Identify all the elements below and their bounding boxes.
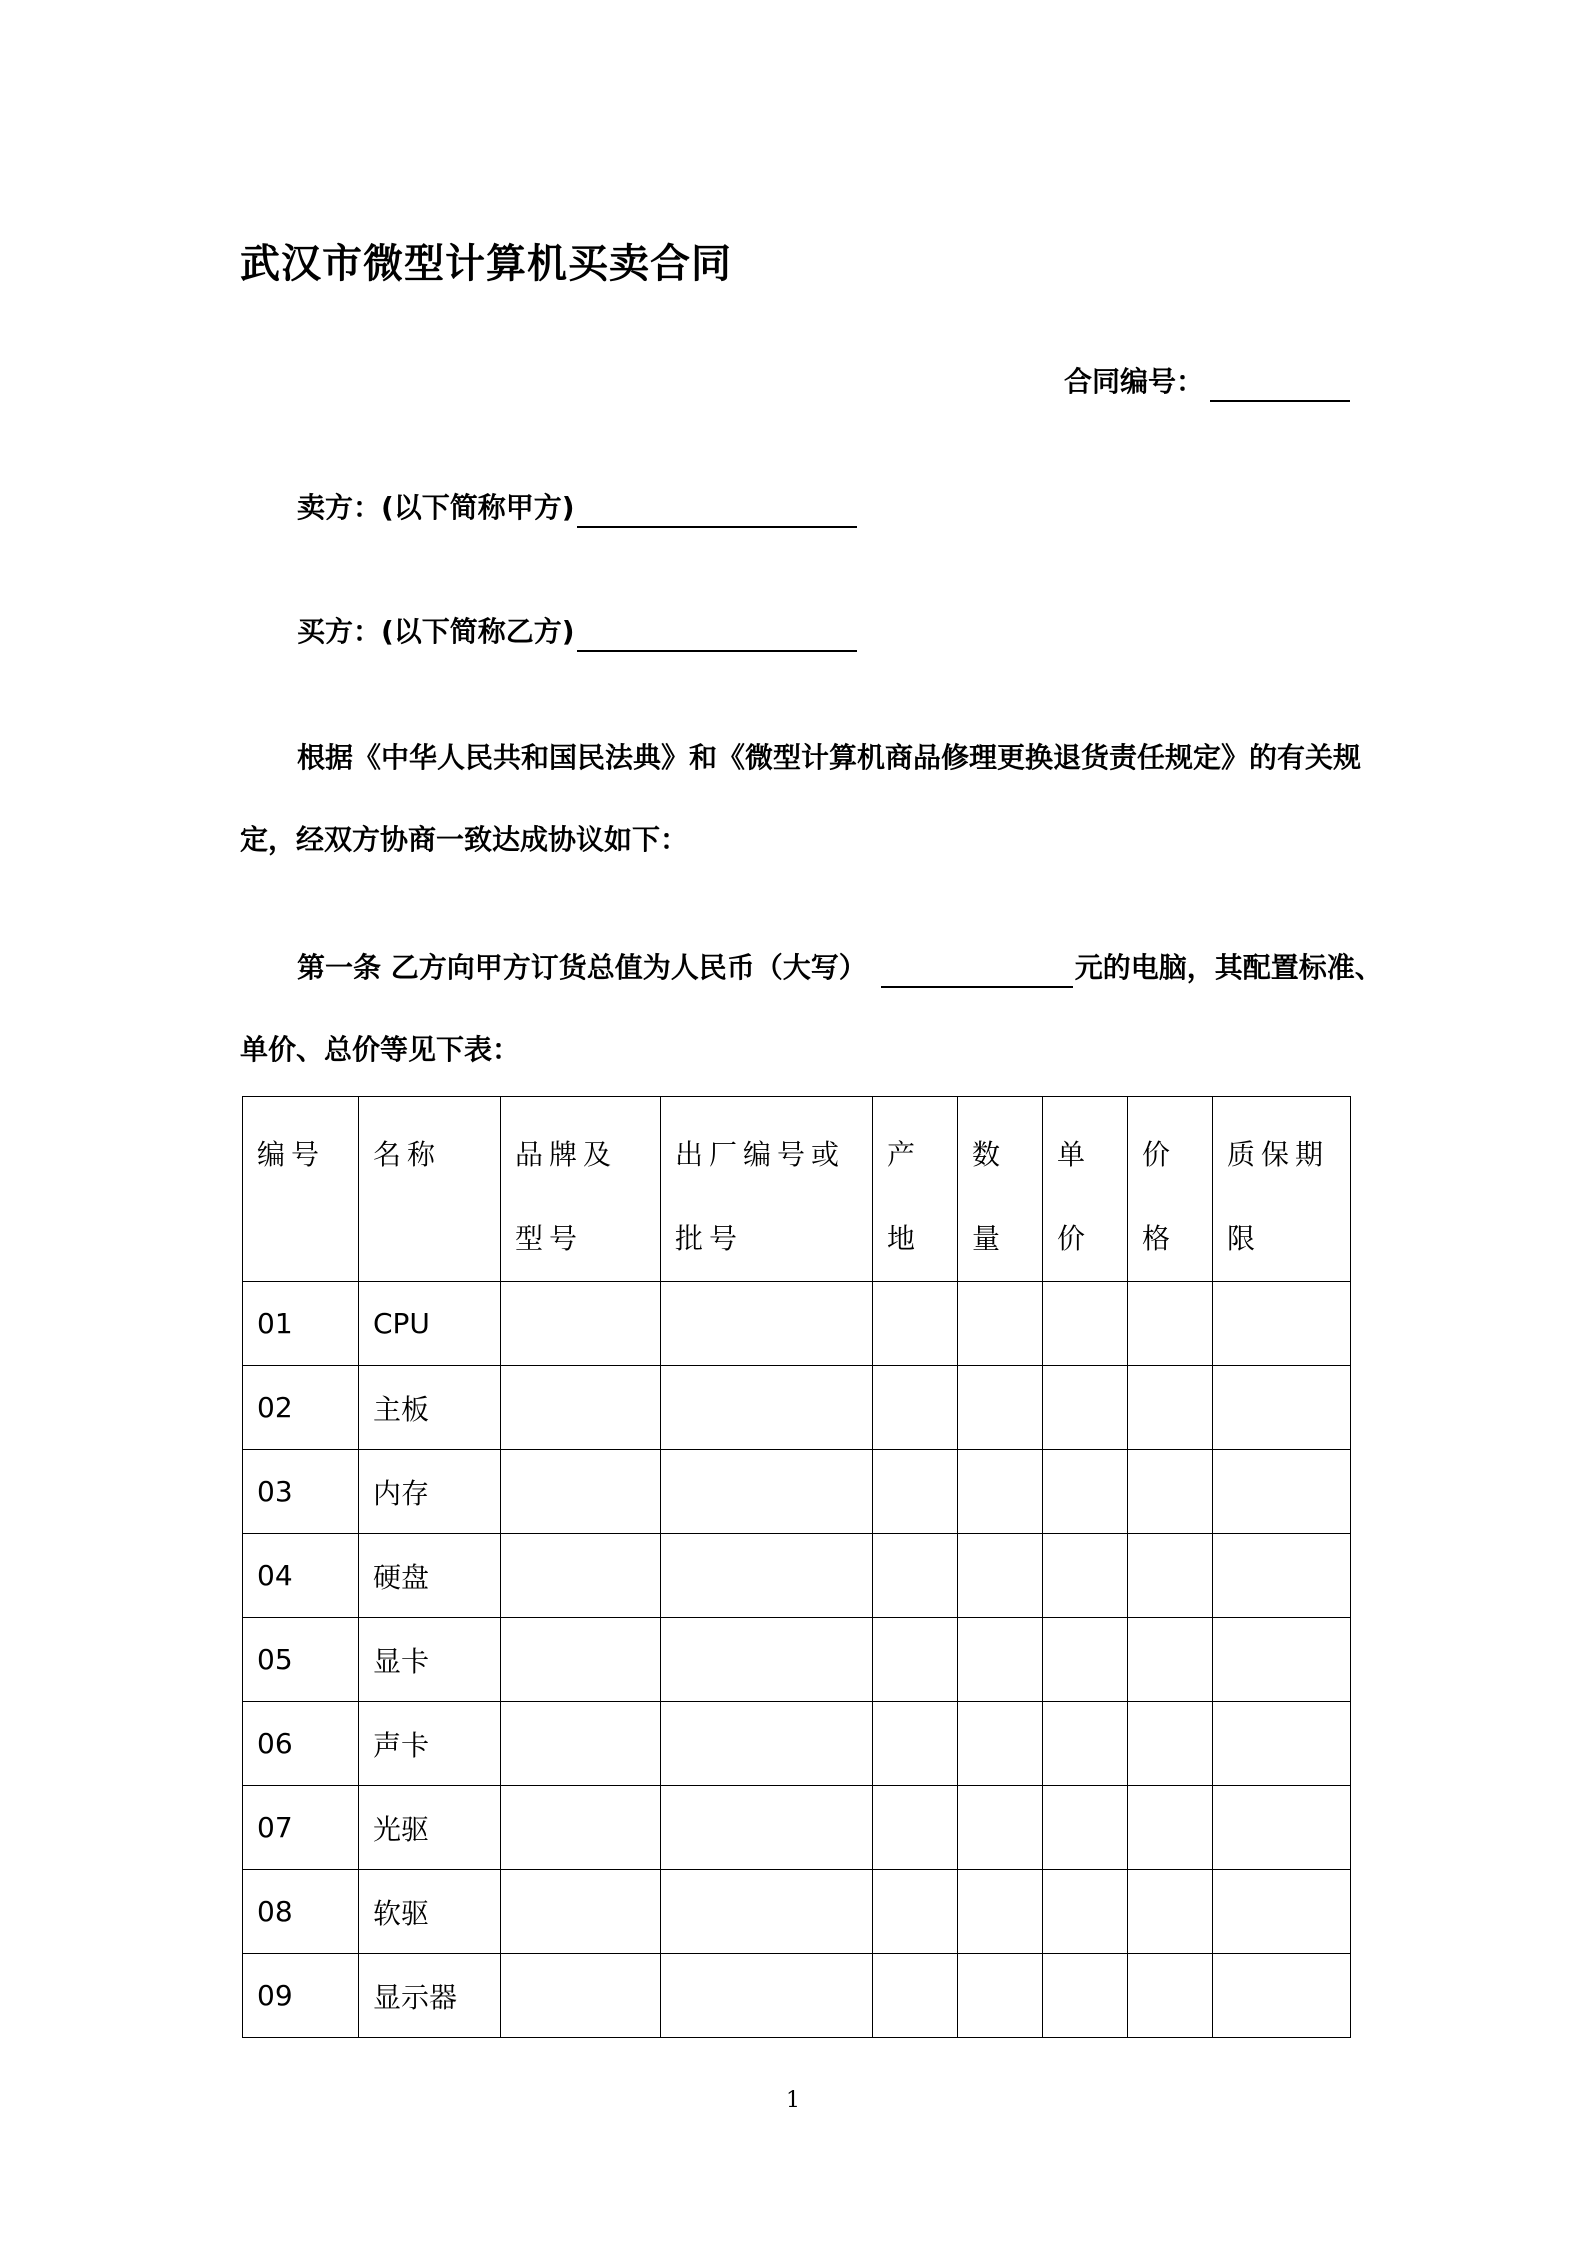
cell-no: 06 xyxy=(243,1702,359,1786)
cell-brand-model[interactable] xyxy=(501,1786,661,1870)
cell-serial-batch[interactable] xyxy=(661,1786,873,1870)
cell-no: 07 xyxy=(243,1786,359,1870)
cell-origin[interactable] xyxy=(873,1534,958,1618)
cell-serial-batch[interactable] xyxy=(661,1534,873,1618)
total-amount-blank[interactable] xyxy=(881,950,1073,988)
seller-blank[interactable] xyxy=(577,490,857,528)
cell-unit-price[interactable] xyxy=(1043,1702,1128,1786)
cell-name: 硬盘 xyxy=(359,1534,501,1618)
header-cell-quantity: 数量 xyxy=(958,1097,1043,1282)
header-cell-no: 编号 xyxy=(243,1097,359,1282)
cell-quantity[interactable] xyxy=(958,1702,1043,1786)
cell-price[interactable] xyxy=(1128,1450,1213,1534)
header-cell-unit-price: 单价 xyxy=(1043,1097,1128,1282)
cell-serial-batch[interactable] xyxy=(661,1450,873,1534)
cell-brand-model[interactable] xyxy=(501,1702,661,1786)
header-cell-origin: 产地 xyxy=(873,1097,958,1282)
cell-no: 04 xyxy=(243,1534,359,1618)
cell-brand-model[interactable] xyxy=(501,1618,661,1702)
cell-warranty[interactable] xyxy=(1213,1450,1351,1534)
header-cell-warranty: 质保期限 xyxy=(1213,1097,1351,1282)
cell-serial-batch[interactable] xyxy=(661,1702,873,1786)
cell-unit-price[interactable] xyxy=(1043,1534,1128,1618)
header-cell-price: 价格 xyxy=(1128,1097,1213,1282)
cell-name: CPU xyxy=(359,1282,501,1366)
article-1-line-2: 单价、总价等见下表： xyxy=(240,1033,521,1066)
cell-serial-batch[interactable] xyxy=(661,1954,873,2038)
table-row xyxy=(243,1366,1351,1450)
cell-warranty[interactable] xyxy=(1213,1534,1351,1618)
page-number: 1 xyxy=(786,2088,800,2113)
header-cell-name: 名称 xyxy=(359,1097,501,1282)
cell-origin[interactable] xyxy=(873,1702,958,1786)
contract-number-label: 合同编号： xyxy=(1063,365,1204,398)
cell-no: 02 xyxy=(243,1366,359,1450)
cell-unit-price[interactable] xyxy=(1043,1282,1128,1366)
cell-brand-model[interactable] xyxy=(501,1534,661,1618)
cell-unit-price[interactable] xyxy=(1043,1618,1128,1702)
cell-serial-batch[interactable] xyxy=(661,1870,873,1954)
cell-warranty[interactable] xyxy=(1213,1618,1351,1702)
cell-origin[interactable] xyxy=(873,1618,958,1702)
cell-origin[interactable] xyxy=(873,1282,958,1366)
header-row xyxy=(243,1097,1351,1282)
cell-no: 09 xyxy=(243,1954,359,2038)
cell-warranty[interactable] xyxy=(1213,1282,1351,1366)
cell-warranty[interactable] xyxy=(1213,1786,1351,1870)
cell-name: 内存 xyxy=(359,1450,501,1534)
buyer-line xyxy=(297,612,857,652)
cell-unit-price[interactable] xyxy=(1043,1366,1128,1450)
table-row xyxy=(243,1954,1351,2038)
cell-unit-price[interactable] xyxy=(1043,1870,1128,1954)
contract-number xyxy=(1064,362,1350,402)
cell-quantity[interactable] xyxy=(958,1786,1043,1870)
cell-quantity[interactable] xyxy=(958,1870,1043,1954)
cell-brand-model[interactable] xyxy=(501,1450,661,1534)
cell-warranty[interactable] xyxy=(1213,1702,1351,1786)
table-row xyxy=(243,1450,1351,1534)
cell-origin[interactable] xyxy=(873,1870,958,1954)
cell-quantity[interactable] xyxy=(958,1450,1043,1534)
cell-origin[interactable] xyxy=(873,1366,958,1450)
cell-name: 软驱 xyxy=(359,1870,501,1954)
cell-name: 声卡 xyxy=(359,1702,501,1786)
buyer-label: 买方：(以下简称乙方) xyxy=(297,615,575,648)
seller-label: 卖方：(以下简称甲方) xyxy=(297,491,575,524)
cell-name: 光驱 xyxy=(359,1786,501,1870)
table-row xyxy=(243,1870,1351,1954)
cell-price[interactable] xyxy=(1128,1702,1213,1786)
table-row xyxy=(243,1786,1351,1870)
document-title: 武汉市微型计算机买卖合同 xyxy=(240,241,732,287)
cell-unit-price[interactable] xyxy=(1043,1450,1128,1534)
cell-serial-batch[interactable] xyxy=(661,1282,873,1366)
header-cell-serial-batch: 出厂编号或批号 xyxy=(661,1097,873,1282)
cell-origin[interactable] xyxy=(873,1786,958,1870)
cell-brand-model[interactable] xyxy=(501,1870,661,1954)
cell-no: 01 xyxy=(243,1282,359,1366)
cell-price[interactable] xyxy=(1128,1786,1213,1870)
seller-line xyxy=(297,488,857,528)
cell-warranty[interactable] xyxy=(1213,1954,1351,2038)
article-1-line-1 xyxy=(297,948,1383,988)
spec-table-body xyxy=(243,1282,1351,2038)
table-row xyxy=(243,1534,1351,1618)
cell-price[interactable] xyxy=(1128,1534,1213,1618)
cell-quantity[interactable] xyxy=(958,1534,1043,1618)
cell-price[interactable] xyxy=(1128,1870,1213,1954)
spec-table xyxy=(242,1096,1351,2038)
cell-brand-model[interactable] xyxy=(501,1366,661,1450)
table-row xyxy=(243,1282,1351,1366)
cell-quantity[interactable] xyxy=(958,1366,1043,1450)
cell-name: 显示器 xyxy=(359,1954,501,2038)
cell-origin[interactable] xyxy=(873,1450,958,1534)
cell-price[interactable] xyxy=(1128,1282,1213,1366)
header-cell-brand-model: 品牌及型号 xyxy=(501,1097,661,1282)
basis-line-1: 根据《中华人民共和国民法典》和《微型计算机商品修理更换退货责任规定》的有关规 xyxy=(297,741,1362,774)
cell-price[interactable] xyxy=(1128,1618,1213,1702)
article-1-prefix: 第一条 乙方向甲方订货总值为人民币（大写） xyxy=(297,951,867,984)
cell-quantity[interactable] xyxy=(958,1618,1043,1702)
cell-name: 主板 xyxy=(359,1366,501,1450)
cell-name: 显卡 xyxy=(359,1618,501,1702)
contract-number-blank[interactable] xyxy=(1210,364,1350,402)
cell-warranty[interactable] xyxy=(1213,1870,1351,1954)
cell-price[interactable] xyxy=(1128,1954,1213,2038)
basis-line-2: 定，经双方协商一致达成协议如下： xyxy=(240,823,689,856)
cell-quantity[interactable] xyxy=(958,1954,1043,2038)
cell-brand-model[interactable] xyxy=(501,1282,661,1366)
cell-no: 05 xyxy=(243,1618,359,1702)
spec-table-header xyxy=(243,1097,1351,1282)
cell-warranty[interactable] xyxy=(1213,1366,1351,1450)
cell-brand-model[interactable] xyxy=(501,1954,661,2038)
table-row xyxy=(243,1618,1351,1702)
cell-unit-price[interactable] xyxy=(1043,1786,1128,1870)
cell-serial-batch[interactable] xyxy=(661,1366,873,1450)
article-1-suffix: 元的电脑，其配置标准、 xyxy=(1074,951,1383,984)
cell-price[interactable] xyxy=(1128,1366,1213,1450)
cell-no: 03 xyxy=(243,1450,359,1534)
cell-no: 08 xyxy=(243,1870,359,1954)
cell-unit-price[interactable] xyxy=(1043,1954,1128,2038)
cell-origin[interactable] xyxy=(873,1954,958,2038)
cell-serial-batch[interactable] xyxy=(661,1618,873,1702)
buyer-blank[interactable] xyxy=(577,614,857,652)
cell-quantity[interactable] xyxy=(958,1282,1043,1366)
table-row xyxy=(243,1702,1351,1786)
